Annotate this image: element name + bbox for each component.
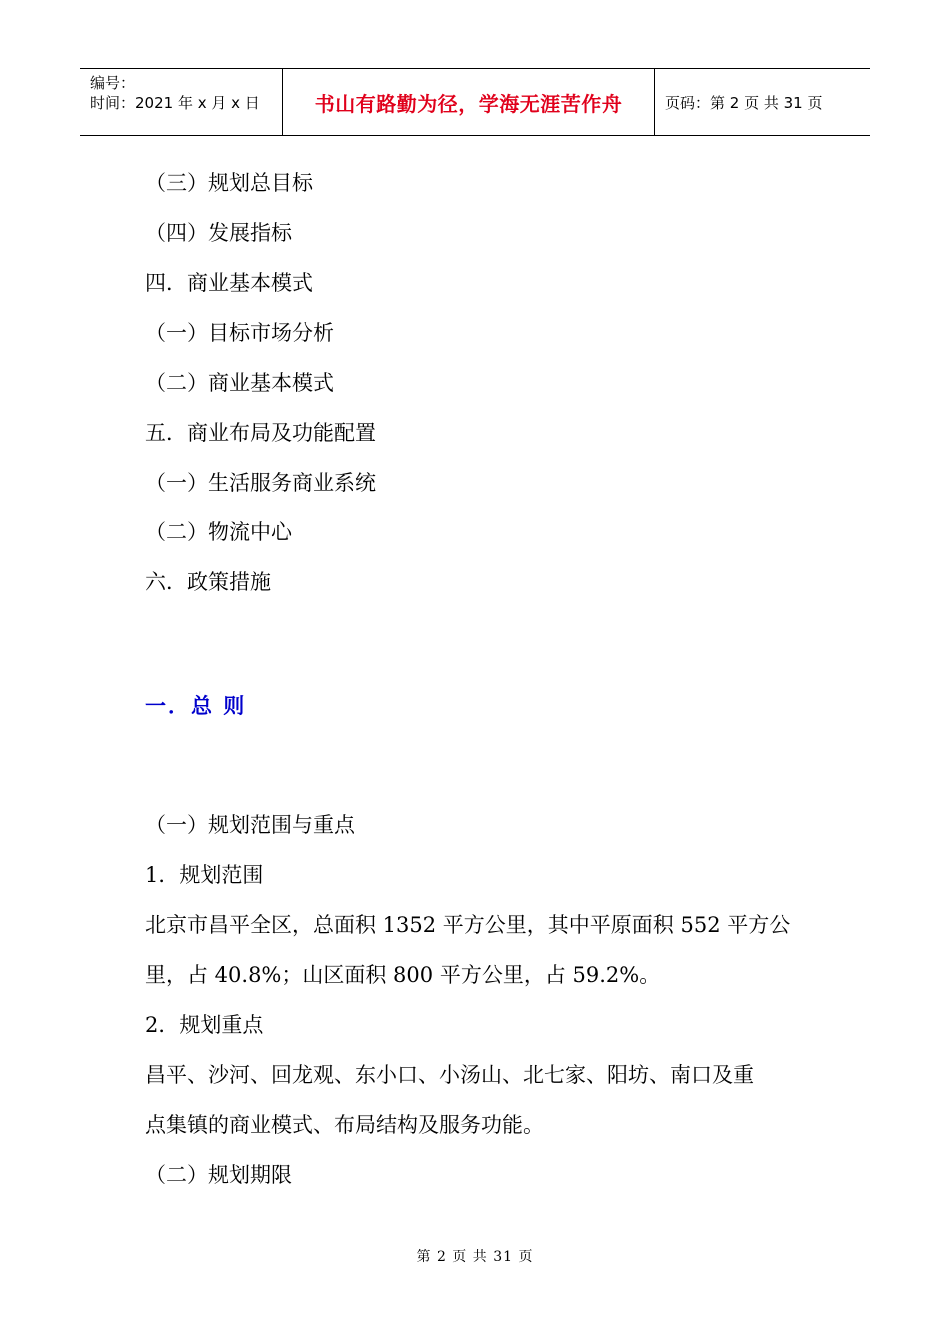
item-title: 1．规划范围 <box>145 863 264 887</box>
toc-item: （一）目标市场分析 <box>145 321 334 345</box>
item-title: 2．规划重点 <box>145 1013 264 1037</box>
subsection-title: （一）规划范围与重点 <box>145 813 355 837</box>
doc-number-label: 编号： <box>90 74 136 92</box>
toc-item: 四．商业基本模式 <box>145 271 313 295</box>
page-footer: 第 2 页 共 31 页 <box>416 1249 534 1265</box>
paragraph-line: 点集镇的商业模式、布局结构及服务功能。 <box>145 1113 544 1137</box>
toc-item: （一）生活服务商业系统 <box>145 471 376 495</box>
paragraph-line: 北京市昌平全区，总面积 1352 平方公里，其中平原面积 552 平方公 <box>145 913 791 937</box>
header-page-info: 页码：第 2 页 共 31 页 <box>665 93 823 112</box>
toc-item: 五．商业布局及功能配置 <box>145 421 376 445</box>
section-heading: 一．总 则 <box>145 694 247 718</box>
toc-item: （四）发展指标 <box>145 221 292 245</box>
paragraph-line: 里，占 40.8%；山区面积 800 平方公里，占 59.2%。 <box>145 963 661 987</box>
document-header <box>80 68 870 136</box>
header-meta <box>80 69 282 135</box>
paragraph-line: 昌平、沙河、回龙观、东小口、小汤山、北七家、阳坊、南口及重 <box>145 1063 754 1087</box>
toc-item: （二）商业基本模式 <box>145 371 334 395</box>
toc-item: 六．政策措施 <box>145 570 271 594</box>
subsection-title: （二）规划期限 <box>145 1163 292 1187</box>
toc-item: （三）规划总目标 <box>145 171 313 195</box>
toc-item: （二）物流中心 <box>145 520 292 544</box>
header-motto: 书山有路勤为径，学海无涯苦作舟 <box>282 69 655 135</box>
doc-time-label: 时间：2021 年 x 月 x 日 <box>90 94 260 112</box>
